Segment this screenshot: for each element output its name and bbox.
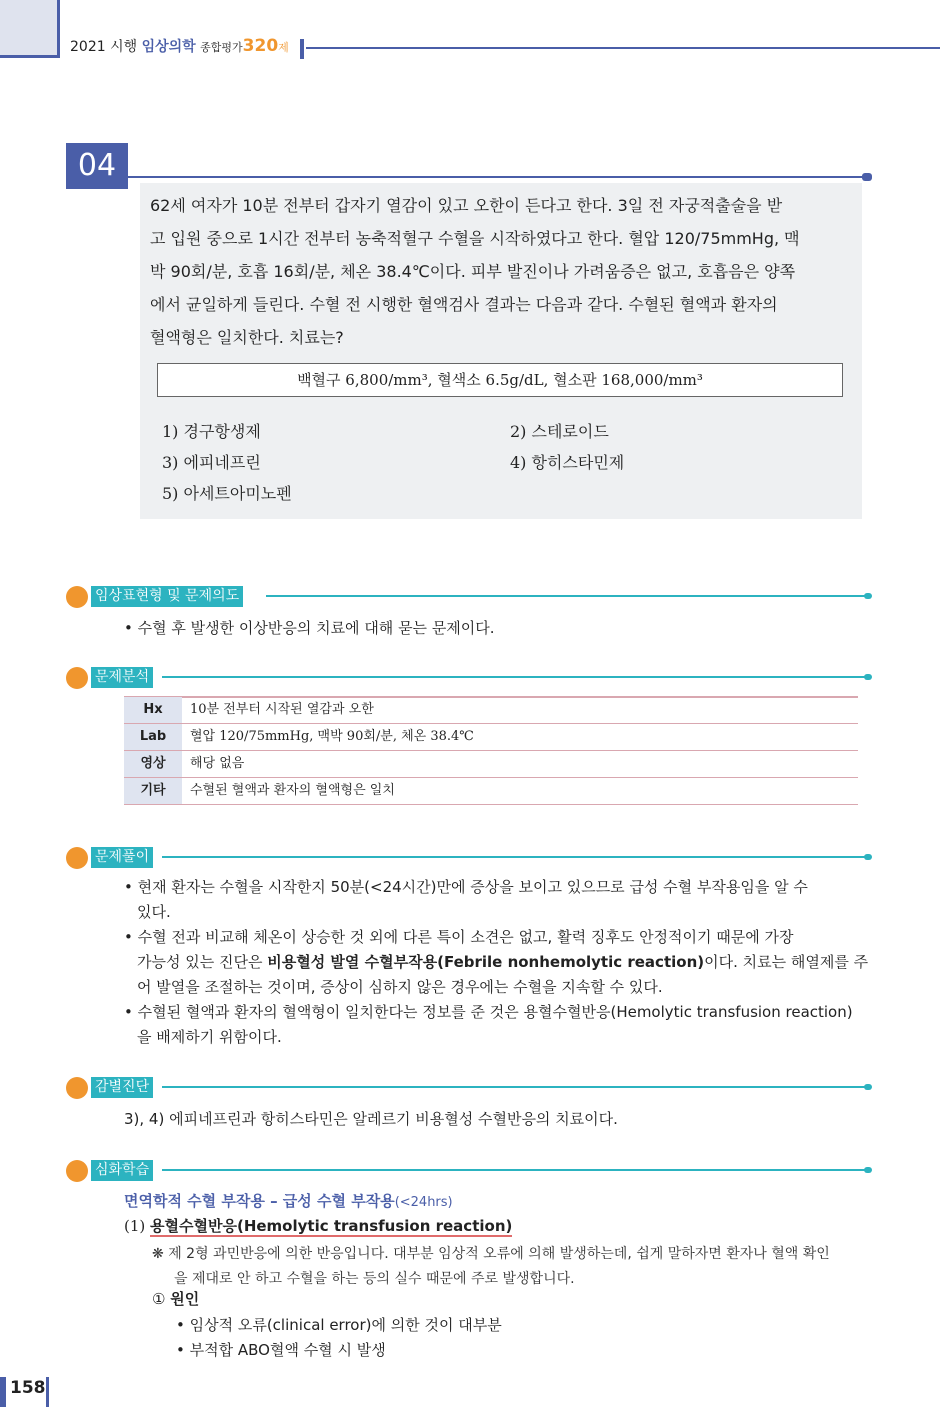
book-icon bbox=[66, 1160, 88, 1182]
section-rule bbox=[162, 1086, 870, 1088]
solution-line: • 현재 환자는 수혈을 시작한지 50분(<24시간)만에 증상을 보이고 있으므로 급성 수혈 부작용임을 알 수 bbox=[124, 878, 808, 896]
hemolytic-reaction-title: 용혈수혈반응(Hemolytic transfusion reaction) bbox=[150, 1217, 513, 1235]
book-icon bbox=[66, 586, 88, 608]
header-rule bbox=[306, 47, 940, 49]
page-number-bar bbox=[0, 1377, 6, 1407]
book-icon bbox=[66, 667, 88, 689]
list-item: • 부적합 ABO혈액 수혈 시 발생 bbox=[176, 1341, 386, 1359]
option-2[interactable]: 2) 스테로이드 bbox=[510, 422, 609, 441]
header-divider bbox=[300, 39, 304, 59]
table-key: Lab bbox=[124, 724, 182, 750]
solution-line: 가능성 있는 진단은 비용혈성 발열 수혈부작용(Febrile nonhemolytic reaction)이다. 치료는 해열제를 주 bbox=[137, 953, 869, 971]
header-title: 임상의학 bbox=[141, 39, 196, 55]
section-title-advanced: 심화학습 bbox=[91, 1160, 153, 1181]
table-value: 해당 없음 bbox=[190, 756, 245, 771]
page-number-bar bbox=[46, 1377, 49, 1407]
table-row bbox=[124, 697, 858, 724]
diagnosis-highlight: 비용혈성 발열 수혈부작용(Febrile nonhemolytic reaction) bbox=[267, 953, 705, 971]
table-value: 수혈된 혈액과 환자의 혈액형은 일치 bbox=[190, 783, 395, 798]
section-rule bbox=[162, 1169, 870, 1171]
table-row bbox=[124, 778, 858, 805]
stem-line: 혈액형은 일치한다. 치료는? bbox=[150, 328, 344, 347]
section-title-analysis: 문제분석 bbox=[91, 667, 153, 688]
section-rule-end bbox=[864, 1084, 872, 1090]
cause-list bbox=[176, 1313, 502, 1363]
question-rule bbox=[128, 176, 870, 178]
solution-line: 있다. bbox=[137, 903, 171, 921]
stem-line: 박 90회/분, 호흡 16회/분, 체온 38.4℃이다. 피부 발진이나 가려움증은 없고, 호흡음은 양쪽 bbox=[150, 262, 796, 281]
cause-heading: ① 원인 bbox=[152, 1290, 200, 1308]
stem-line: 에서 균일하게 들린다. 수혈 전 시행한 혈액검사 결과는 다음과 같다. 수혈된 혈액과 환자의 bbox=[150, 295, 778, 314]
solution-line: 을 배제하기 위함이다. bbox=[137, 1028, 282, 1046]
advanced-item-1: (1) 용혈수혈반응(Hemolytic transfusion reaction) bbox=[124, 1217, 513, 1235]
page-number: 158 bbox=[10, 1378, 46, 1398]
section-rule-end bbox=[864, 1167, 872, 1173]
stem-line: 62세 여자가 10분 전부터 갑자기 열감이 있고 오한이 든다고 한다. 3일 전 자궁적출술을 받 bbox=[150, 196, 783, 215]
book-icon bbox=[66, 847, 88, 869]
solution-line: 어 발열을 조절하는 것이며, 증상이 심하지 않은 경우에는 수혈을 지속할 수 있다. bbox=[137, 978, 663, 996]
section-title-solution: 문제풀이 bbox=[91, 847, 153, 868]
section-title-differential: 감별진단 bbox=[91, 1077, 153, 1098]
section-rule-end bbox=[864, 854, 872, 860]
solution-line: • 수혈된 혈액과 환자의 혈액형이 일치한다는 정보를 준 것은 용혈수혈반응(Hemolytic transfusion reaction) bbox=[124, 1003, 853, 1021]
option-4[interactable]: 4) 항히스타민제 bbox=[510, 453, 625, 472]
differential-text: 3), 4) 에피네프린과 항히스타민은 알레르기 비용혈성 수혈반응의 치료이다. bbox=[124, 1110, 618, 1128]
question-rule-end bbox=[862, 173, 872, 181]
advanced-note: ❋ 제 2형 과민반응에 의한 반응입니다. 대부분 임상적 오류에 의해 발생하는데, 쉽게 말하자면 환자나 혈액 확인 을 제대로 안 하고 수혈을 하는 등의 실수 때문에 주로 발생합니다. bbox=[152, 1246, 830, 1287]
solution-line: • 수혈 전과 비교해 체온이 상승한 것 외에 다른 특이 소견은 없고, 활력 징후도 안정적이기 때문에 가장 bbox=[124, 928, 794, 946]
table-key: Hx bbox=[124, 697, 182, 723]
section-rule bbox=[162, 856, 870, 858]
intent-text: • 수혈 후 발생한 이상반응의 치료에 대해 묻는 문제이다. bbox=[124, 619, 495, 637]
stem-line: 고 입원 중으로 1시간 전부터 농축적혈구 수혈을 시작하였다고 한다. 혈압 120/75mmHg, 맥 bbox=[150, 229, 800, 248]
header-corner-block bbox=[0, 0, 60, 58]
header-year: 2021 시행 bbox=[70, 39, 138, 55]
option-5[interactable]: 5) 아세트아미노펜 bbox=[162, 484, 292, 503]
table-value: 혈압 120/75mmHg, 맥박 90회/분, 체온 38.4℃ bbox=[190, 729, 474, 744]
section-title-intent: 임상표현형 및 문제의도 bbox=[91, 586, 243, 607]
option-3[interactable]: 3) 에피네프린 bbox=[162, 453, 261, 472]
list-item: • 임상적 오류(clinical error)에 의한 것이 대부분 bbox=[176, 1316, 502, 1334]
section-rule-end bbox=[864, 593, 872, 599]
header-count-suffix: 제 bbox=[278, 41, 289, 54]
note-mark: ❋ bbox=[152, 1246, 164, 1262]
table-key: 영상 bbox=[124, 751, 182, 777]
header-count: 320 bbox=[242, 36, 279, 56]
section-rule-end bbox=[864, 674, 872, 680]
question-stem bbox=[150, 189, 860, 354]
section-rule bbox=[162, 676, 870, 678]
header-subtitle: 종합평가 bbox=[200, 41, 243, 54]
section-rule bbox=[266, 595, 870, 597]
advanced-subtitle: 면역학적 수혈 부작용 – 급성 수혈 부작용(<24hrs) bbox=[124, 1192, 453, 1210]
table-key: 기타 bbox=[124, 778, 182, 804]
table-row bbox=[124, 751, 858, 778]
question-number: 04 bbox=[66, 143, 128, 189]
lab-result-box: 백혈구 6,800/mm³, 혈색소 6.5g/dL, 혈소판 168,000/mm³ bbox=[157, 363, 843, 397]
solution-text bbox=[124, 875, 869, 1050]
option-1[interactable]: 1) 경구항생제 bbox=[162, 422, 261, 441]
book-icon bbox=[66, 1077, 88, 1099]
table-row bbox=[124, 724, 858, 751]
table-value: 10분 전부터 시작된 열감과 오한 bbox=[190, 702, 374, 717]
running-header bbox=[70, 36, 289, 56]
